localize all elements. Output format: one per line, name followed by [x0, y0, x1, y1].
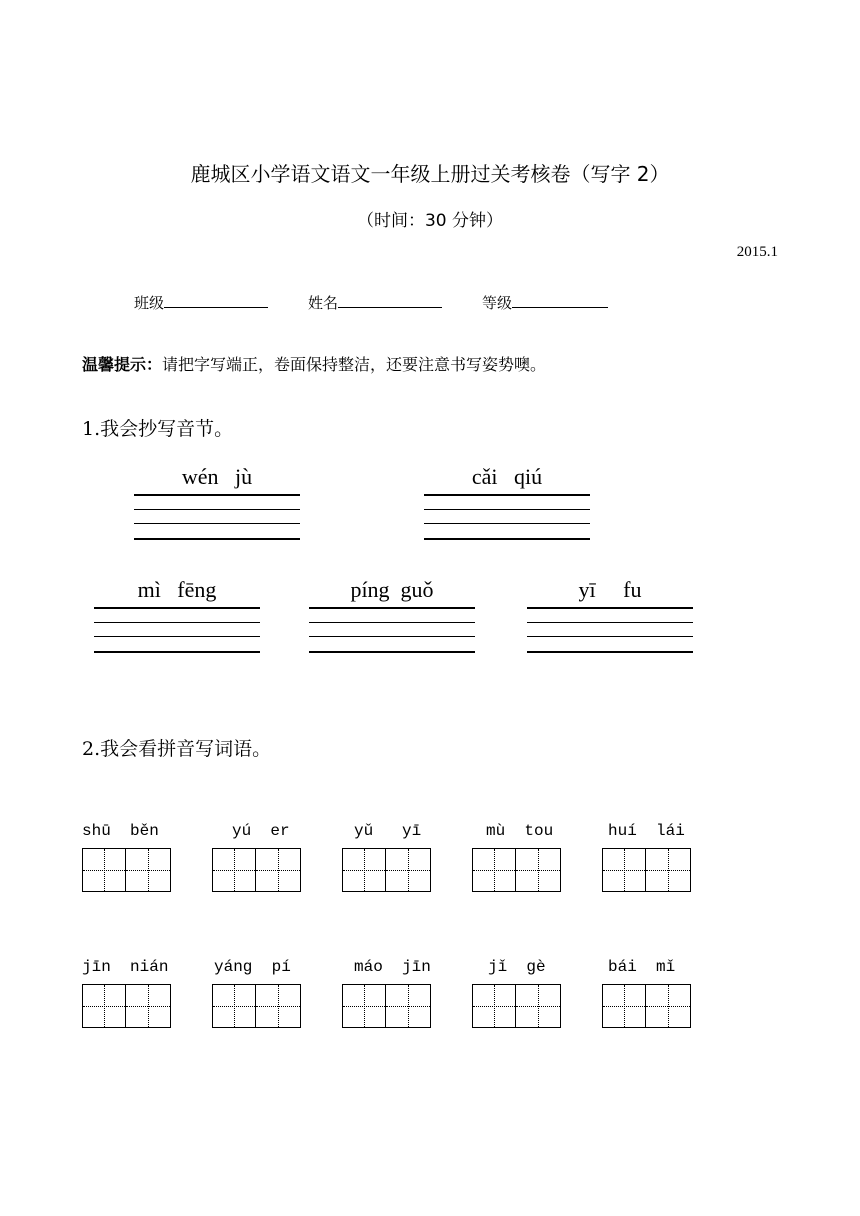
char-cell[interactable]: [646, 848, 691, 892]
class-label: 班级: [134, 294, 165, 312]
word-item: [212, 958, 304, 1028]
tianzige-box[interactable]: [342, 848, 434, 892]
tianzige-box[interactable]: [472, 848, 564, 892]
word-item: [342, 822, 434, 892]
char-cell[interactable]: [256, 984, 301, 1028]
page-title: 鹿城区小学语文语文一年级上册过关考核卷（写字 2）: [190, 162, 670, 186]
char-cell[interactable]: [256, 848, 301, 892]
char-cell[interactable]: [342, 848, 386, 892]
copy-item: [309, 577, 475, 653]
char-cell[interactable]: [212, 984, 256, 1028]
grade-label: 等级: [482, 294, 513, 312]
word-item: [602, 958, 694, 1028]
word-item: [82, 822, 174, 892]
copy-pinyin: wén jù: [181, 464, 253, 489]
writing-lines[interactable]: [424, 494, 590, 540]
grade-field: [482, 292, 608, 313]
time-limit: （时间：30 分钟）: [356, 211, 504, 231]
class-blank[interactable]: [164, 293, 268, 308]
copy-pinyin: yī fu: [578, 577, 642, 602]
exam-date: 2015.1: [736, 244, 778, 260]
char-cell[interactable]: [472, 848, 516, 892]
copy-item: [527, 577, 693, 653]
grade-blank[interactable]: [512, 293, 608, 308]
writing-lines[interactable]: [94, 607, 260, 653]
char-cell[interactable]: [126, 848, 171, 892]
word-item: [82, 958, 174, 1028]
copy-item: [424, 464, 590, 540]
char-cell[interactable]: [212, 848, 256, 892]
tianzige-box[interactable]: [602, 848, 694, 892]
word-pinyin: jīn nián: [82, 958, 169, 976]
char-cell[interactable]: [646, 984, 691, 1028]
char-cell[interactable]: [516, 848, 561, 892]
char-cell[interactable]: [82, 984, 126, 1028]
tianzige-box[interactable]: [602, 984, 694, 1028]
char-cell[interactable]: [386, 848, 431, 892]
word-item: [342, 958, 434, 1028]
word-pinyin: máo jīn: [354, 958, 431, 976]
copy-item: [134, 464, 300, 540]
class-field: [134, 292, 268, 313]
section2-heading: 2.我会看拼音写词语。: [82, 738, 272, 760]
tianzige-box[interactable]: [212, 984, 304, 1028]
tip: [82, 352, 546, 375]
writing-lines[interactable]: [309, 607, 475, 653]
char-cell[interactable]: [472, 984, 516, 1028]
char-cell[interactable]: [602, 848, 646, 892]
char-cell[interactable]: [82, 848, 126, 892]
word-item: [472, 958, 564, 1028]
word-pinyin: shū běn: [82, 822, 159, 840]
word-item: [212, 822, 304, 892]
tip-label: 温馨提示：: [82, 355, 163, 374]
tip-text: 请把字写端正，卷面保持整洁，还要注意书写姿势噢。: [162, 355, 547, 374]
word-pinyin: mù tou: [486, 822, 554, 840]
word-pinyin: yǔ yī: [354, 822, 422, 840]
word-pinyin: bái mǐ: [608, 958, 676, 976]
copy-pinyin: mì fēng: [137, 577, 217, 602]
char-cell[interactable]: [386, 984, 431, 1028]
tianzige-box[interactable]: [82, 984, 174, 1028]
name-blank[interactable]: [338, 293, 442, 308]
tianzige-box[interactable]: [342, 984, 434, 1028]
word-pinyin: yú er: [232, 822, 290, 840]
tianzige-box[interactable]: [82, 848, 174, 892]
name-label: 姓名: [308, 294, 339, 312]
char-cell[interactable]: [602, 984, 646, 1028]
word-pinyin: huí lái: [608, 822, 685, 840]
tianzige-box[interactable]: [472, 984, 564, 1028]
writing-lines[interactable]: [134, 494, 300, 540]
word-item: [472, 822, 564, 892]
char-cell[interactable]: [342, 984, 386, 1028]
char-cell[interactable]: [126, 984, 171, 1028]
char-cell[interactable]: [516, 984, 561, 1028]
name-field: [308, 292, 442, 313]
word-item: [602, 822, 694, 892]
copy-item: [94, 577, 260, 653]
writing-lines[interactable]: [527, 607, 693, 653]
copy-pinyin: cǎi qiú: [471, 464, 543, 489]
word-pinyin: yáng pí: [214, 958, 291, 976]
copy-pinyin: píng guǒ: [350, 577, 434, 602]
section1-heading: 1.我会抄写音节。: [82, 418, 234, 440]
word-pinyin: jǐ gè: [488, 958, 546, 976]
tianzige-box[interactable]: [212, 848, 304, 892]
